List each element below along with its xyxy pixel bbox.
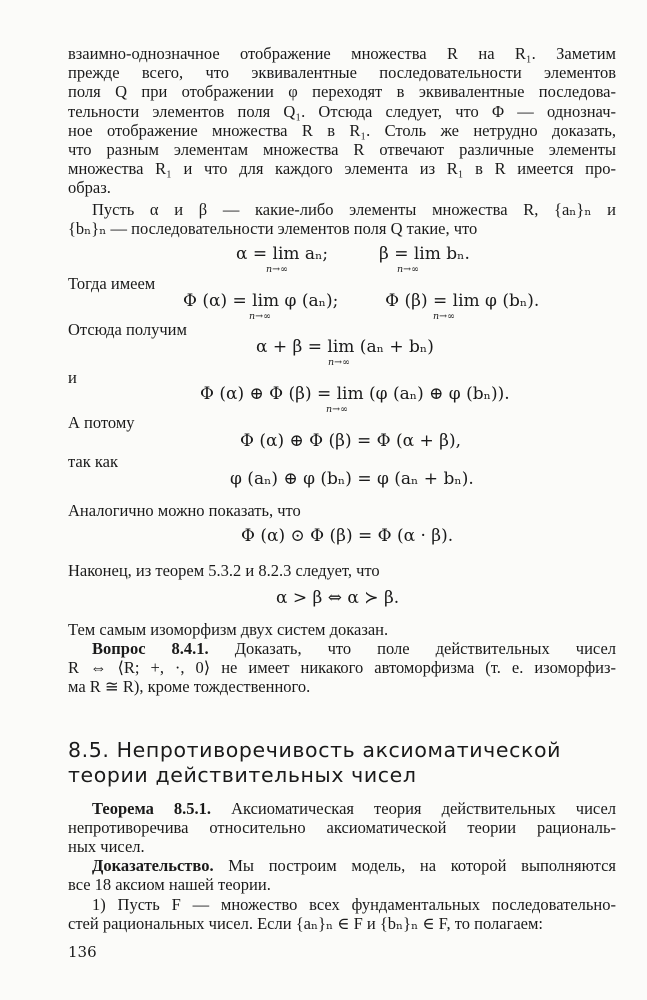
text-line: поля Q при отображении φ переходят в эквивалентные последова- [68, 82, 616, 102]
formula-sum-limit: α + β = lim (aₙ + bₙ) [256, 337, 434, 357]
formula-limits-ab [236, 244, 470, 264]
then-have-label: Тогда имеем [68, 274, 156, 293]
text-line: ма R ≅ R), кроме тождественного. [68, 677, 311, 697]
section-heading [68, 738, 561, 788]
theorem-text: Аксиоматическая теория действительных чисел [231, 799, 616, 818]
proved-line: Тем самым изоморфизм двух систем доказан. [68, 620, 389, 639]
section-heading-line: 8.5. Непротиворечивость аксиоматической [68, 738, 562, 762]
similarly-label: Аналогично можно показать, что [68, 501, 301, 520]
formula-phi-sum: Φ (α) ⊕ Φ (β) = Φ (α + β), [240, 431, 461, 451]
theorem-paragraph [68, 799, 616, 857]
text-line: {bₙ}ₙ — последовательности элементов поля Q такие, что [68, 219, 478, 239]
text-line [68, 799, 616, 818]
therefore-label: А потому [68, 413, 135, 432]
question-text: Доказать, что поле действительных чисел [234, 639, 617, 658]
text-line: ное отображение множества R в R₁. Столь же нетрудно доказать, [68, 120, 616, 140]
question-paragraph [68, 639, 616, 697]
lim-subscript: n→∞ [326, 404, 348, 415]
lim-subscript: n→∞ [266, 264, 288, 275]
text-line: что разным элементам множества R отвечают различные элементы [68, 140, 616, 160]
text-line: множества R₁ и что для каждого элемента из R₁ в R имеется про- [68, 159, 616, 179]
formula-part: α = lim aₙ; [236, 244, 329, 264]
text-line: все 18 аксиом нашей теории. [68, 875, 271, 895]
formula-phi-limits [183, 291, 539, 311]
formula-phi-seq-sum: φ (aₙ) ⊕ φ (bₙ) = φ (aₙ + bₙ). [230, 469, 474, 489]
text-line: R ⇔ ⟨R; +, ·, 0⟩ не имеет никакого автоморфизма (т. е. изоморфиз- [68, 658, 616, 678]
formula-phi-sum-limit: Φ (α) ⊕ Φ (β) = lim (φ (aₙ) ⊕ φ (bₙ)). [200, 384, 510, 404]
text-line: Пусть α и β — какие-либо элементы множества R, {aₙ}ₙ и [92, 200, 616, 219]
text-line: 1) Пусть F — множество всех фундаментальных последовательно- [92, 895, 616, 914]
proof-label: Доказательство. [92, 856, 214, 875]
formula-part: Φ (α) = lim φ (aₙ); [183, 291, 339, 311]
and-label: и [68, 368, 77, 387]
question-label: Вопрос 8.4.1. [92, 639, 209, 658]
since-label: так как [68, 452, 118, 471]
text-line: ных чисел. [68, 837, 145, 857]
text-line [68, 639, 616, 658]
theorem-label: Теорема 8.5.1. [92, 799, 212, 818]
section-heading-line: теории действительных чисел [68, 763, 417, 787]
text-line: взаимно-однозначное отображение множества R на R₁. Заметим [68, 44, 616, 63]
formula-part: Φ (β) = lim φ (bₙ). [385, 291, 540, 311]
finally-label: Наконец, из теорем 5.3.2 и 8.2.3 следует, что [68, 561, 380, 580]
text-line: тельности элементов поля Q₁. Отсюда следует, что Φ — однознач- [68, 101, 616, 121]
text-line: образ. [68, 178, 111, 198]
proof-text: Мы построим модель, на которой выполняются [228, 856, 617, 875]
text-line: прежде всего, что эквивалентные последовательности элементов [68, 63, 616, 83]
lim-subscript: n→∞ [249, 311, 271, 322]
let-paragraph [68, 200, 616, 238]
item-1-paragraph [68, 895, 616, 933]
lim-subscript: n→∞ [328, 357, 350, 368]
lim-subscript: n→∞ [397, 264, 419, 275]
text-line [68, 856, 616, 875]
formula-phi-product: Φ (α) ⊙ Φ (β) = Φ (α · β). [241, 526, 454, 546]
intro-paragraph [68, 44, 616, 198]
formula-order: α > β ⇔ α ≻ β. [276, 588, 400, 608]
proof-paragraph [68, 856, 616, 894]
text-line: стей рациональных чисел. Если {aₙ}ₙ ∈ F и {bₙ}ₙ ∈ F, то полагаем: [68, 914, 544, 934]
page-number: 136 [68, 943, 97, 961]
hence-label: Отсюда получим [68, 320, 187, 339]
lim-subscript: n→∞ [433, 311, 455, 322]
text-line: непротиворечива относительно аксиоматической теории рациональ- [68, 818, 616, 838]
formula-part: β = lim bₙ. [378, 244, 470, 264]
